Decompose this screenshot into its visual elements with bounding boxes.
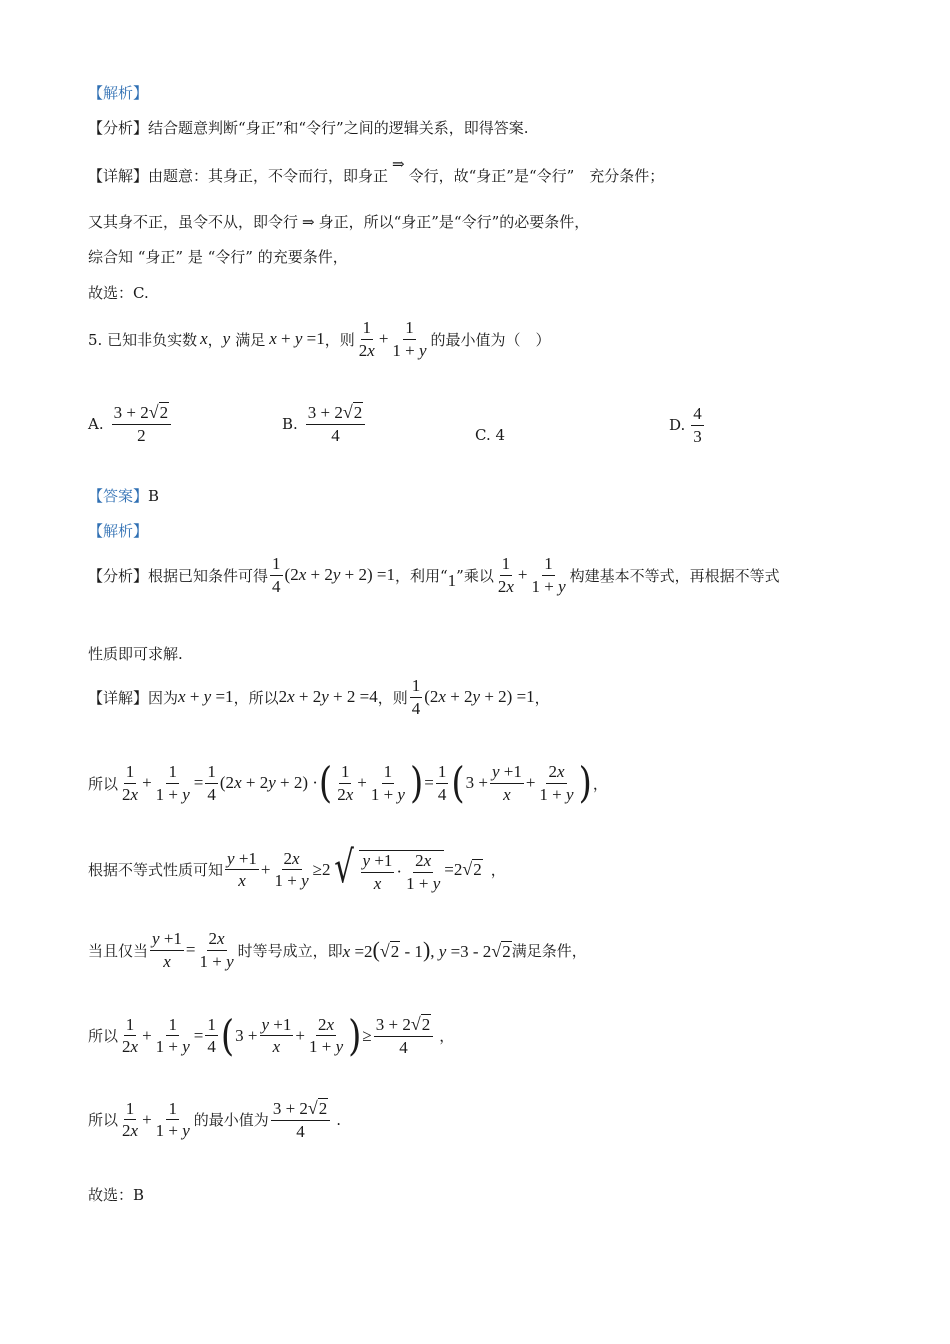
prev-analysis-text: 结合题意判断“身正”和“令行”之间的逻辑关系，即得答案. xyxy=(148,119,529,137)
d1-a: 因为 xyxy=(148,688,179,707)
detail-6: 所以 $\frac{1}{2x}$ + $\frac{1}{1 + y}$ 的最小值为 3 + 2 √ 2 4 . xyxy=(88,1098,342,1141)
fraction: $\frac{1}{2x}$ xyxy=(337,762,354,804)
implies-arrow: ⇒ xyxy=(392,154,405,173)
fraction: $\frac{2x}{1 + y}$ xyxy=(199,929,234,971)
analysis-b: ，利用“ xyxy=(394,566,448,585)
fraction: $\frac{1}{1 + y}$ xyxy=(531,554,566,596)
fraction: $\frac{1}{4}$ xyxy=(411,676,421,718)
q5-stem-c: 满足 xyxy=(235,330,266,349)
prev-line3: 综合知 “身正” 是 “令行” 的充要条件， xyxy=(88,248,348,266)
q5-analysis: 【分析】 根据已知条件可得 $\frac{1}{4}$ (2x + 2y + 2) =1 ，利用“ 1 ”乘以 $\frac{1}{2x}$ + $\frac{1}{1 + y}$ 构建基本不等式，再根据不等式 xyxy=(88,554,780,596)
fraction: $\frac{1}{1 + y}$ xyxy=(155,762,190,804)
implies-arrow: ⇒ xyxy=(302,212,315,231)
d2-end: ， xyxy=(592,774,608,793)
prev-analysis xyxy=(88,117,528,138)
jiexi-heading-2 xyxy=(88,520,148,541)
prev-choice: 故选：C. xyxy=(88,284,149,302)
analysis-a: 根据已知条件可得 xyxy=(148,566,269,585)
d2-a: 所以 xyxy=(88,774,119,793)
fraction: $\frac{1}{2x}$ xyxy=(122,1014,139,1057)
d4-b: 时等号成立，即 xyxy=(237,941,343,960)
fraction: $\frac{1}{2x}$ xyxy=(497,554,514,596)
answer-line xyxy=(88,485,159,506)
fraction: $\frac{2x}{1 + y}$ xyxy=(539,762,574,804)
jiexi-tag: 【解析】 xyxy=(88,522,149,540)
fraction: $\frac{y +1}{x}$ xyxy=(261,1014,292,1057)
prev-line2-a: 又其身不正，虽令不从，即令行 xyxy=(88,213,299,231)
d1-d: ， xyxy=(534,688,550,707)
detail-4: 当且仅当 $\frac{y +1}{x}$ = $\frac{2x}{1 + y}$ 时等号成立，即 x =2( √ 2 - 1), y =3 - 2 √ 2 满足条件， xyxy=(88,929,587,971)
fraction: $\frac{1}{2x}$ xyxy=(122,762,139,804)
prev-detail-text-b: 令行，故“身正”是“令行” 充分条件； xyxy=(408,167,665,185)
fraction: $\frac{1}{1 + y}$ xyxy=(370,762,405,804)
detail-3: 根据不等式性质可知 $\frac{y +1}{x}$ + $\frac{2x}{1 + y}$ ≥2 √ $\frac{y +1}{x}$ · $\frac{2x}{1 + y}$ =2 √ 2 ， xyxy=(88,842,506,893)
xiangjie-tag: 【详解】 xyxy=(88,167,149,185)
prev-detail xyxy=(88,154,665,186)
option-a-value: 3 + 2 √ 2 2 xyxy=(112,402,171,445)
jiexi-heading xyxy=(88,82,148,103)
fenxi-tag: 【分析】 xyxy=(88,566,149,585)
fraction: $\frac{1}{4}$ xyxy=(272,554,281,596)
fraction: 3 + 2 √ 2 4 xyxy=(271,1098,330,1141)
fenxi-tag: 【分析】 xyxy=(88,119,149,137)
d3-end: ， xyxy=(490,861,506,880)
d4-c: 满足条件， xyxy=(511,941,587,960)
option-b[interactable] xyxy=(282,402,367,445)
d6-end: . xyxy=(336,1110,342,1129)
d3-a: 根据不等式性质可知 xyxy=(88,861,224,880)
fraction: 3 + 2 √ 2 4 xyxy=(374,1014,433,1057)
detail-2: 所以 $\frac{1}{2x}$ + $\frac{1}{1 + y}$ = $\frac{1}{4}$ (2x + 2y + 2) · ( $\frac{1}{2x}$ + $\frac{1}{1 + y}$ ) = $\frac{1}{4}$ ( 3 + $\frac{y +1}{x}$ + $\frac{2x}{1 + y}$ ) ， xyxy=(88,758,608,809)
d1-c: ，则 xyxy=(377,688,408,707)
fraction: $\frac{y +1}{x}$ xyxy=(491,762,522,804)
analysis-d: 构建基本不等式，再根据不等式 xyxy=(569,566,780,585)
q5-stem-d: ，则 xyxy=(324,330,355,349)
option-b-value: 3 + 2 √ 2 4 xyxy=(306,402,365,445)
option-a-label: A. xyxy=(88,414,104,433)
daan-tag: 【答案】 xyxy=(88,487,149,505)
option-d-label: D. xyxy=(669,416,686,435)
d5-a: 所以 xyxy=(88,1027,119,1046)
option-c-label: C. 4 xyxy=(475,426,506,444)
q5-stem: 5. 已知非负实数 x ， y 满足 x + y =1 ，则 $\frac{1}{2x}$ + $\frac{1}{1 + y}$ 的最小值为（ ） xyxy=(88,318,551,360)
fraction: $\frac{1}{2x}$ xyxy=(358,318,375,360)
option-a[interactable] xyxy=(88,402,173,445)
option-d-value: $\frac{4}{3}$ xyxy=(693,404,702,446)
d6-b: 的最小值为 xyxy=(193,1111,269,1130)
fraction: $\frac{1}{4}$ xyxy=(207,1014,216,1057)
fraction: $\frac{1}{2x}$ xyxy=(122,1098,139,1141)
prev-detail-text-a: 由题意：其身正，不令而行，即身正 xyxy=(148,167,389,185)
d4-a: 当且仅当 xyxy=(88,941,149,960)
answer-value: B xyxy=(148,486,160,505)
fraction: $\frac{1}{4}$ xyxy=(207,762,216,804)
jiexi-tag: 【解析】 xyxy=(88,84,149,102)
fraction: $\frac{1}{4}$ xyxy=(437,762,447,804)
analysis-one: 1 xyxy=(447,571,457,591)
prev-line2 xyxy=(88,211,589,232)
xiangjie-tag: 【详解】 xyxy=(88,688,149,707)
prev-line2-b: 身正，所以“身正”是“令行”的必要条件， xyxy=(318,213,590,231)
q5-stem-a: 5. 已知非负实数 xyxy=(88,330,198,349)
option-d[interactable] xyxy=(669,404,706,446)
d1-b: ，所以 xyxy=(233,688,279,707)
analysis-c: ”乘以 xyxy=(456,566,494,585)
fraction: $\frac{2x}{1 + y}$ xyxy=(308,1014,344,1057)
d6-a: 所以 xyxy=(88,1111,119,1130)
fraction: $\frac{1}{1 + y}$ xyxy=(392,318,427,360)
detail-5: 所以 $\frac{1}{2x}$ + $\frac{1}{1 + y}$ = $\frac{1}{4}$ ( 3 + $\frac{y +1}{x}$ + $\frac{2x}{1 + y}$ ) ≥ 3 + 2 √ 2 4 ， xyxy=(88,1010,455,1061)
analysis-e: 性质即可求解. xyxy=(88,645,183,663)
fraction: $\frac{1}{1 + y}$ xyxy=(155,1098,190,1141)
d5-end: ， xyxy=(439,1027,455,1046)
fraction: $\frac{2x}{1 + y}$ xyxy=(274,848,309,891)
fraction: $\frac{1}{1 + y}$ xyxy=(155,1014,190,1057)
fraction: $\frac{y +1}{x}$ xyxy=(152,929,182,971)
q5-stem-e: 的最小值为（ ） xyxy=(430,330,551,349)
option-c[interactable] xyxy=(475,426,505,444)
option-b-label: B. xyxy=(282,414,298,433)
fraction: $\frac{y +1}{x}$ xyxy=(227,848,257,891)
q5-choice: 故选：B xyxy=(88,1186,145,1204)
q5-stem-b: ， xyxy=(207,330,223,349)
detail-1: 【详解】 因为 x + y =1 ，所以 2x + 2y + 2 =4 ，则 $\frac{1}{4}$ (2x + 2y + 2) =1 ， xyxy=(88,676,550,718)
sqrt-expression: √ $\frac{y +1}{x}$ · $\frac{2x}{1 + y}$ xyxy=(330,846,444,893)
